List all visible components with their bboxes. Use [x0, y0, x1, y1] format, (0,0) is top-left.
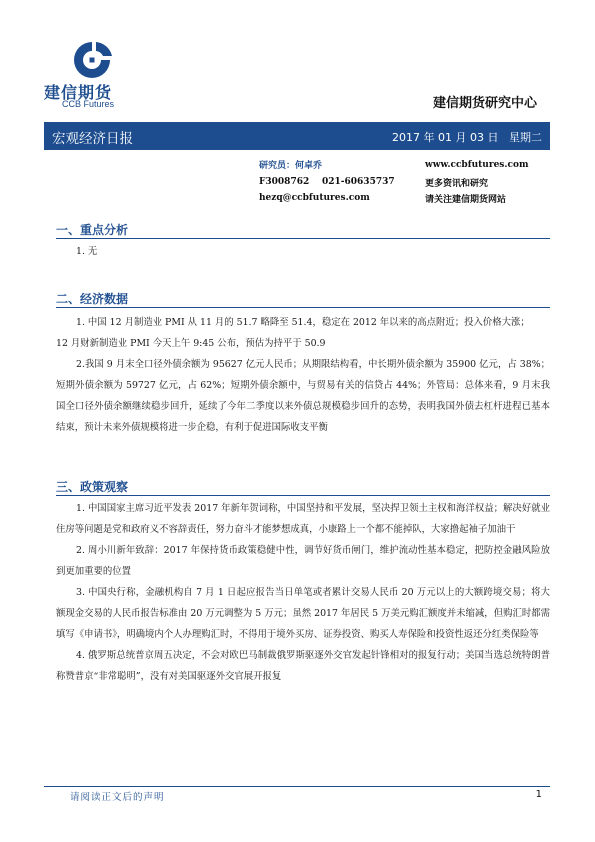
economic-data-body — [56, 312, 550, 438]
report-title: 宏观经济日报 — [52, 131, 133, 147]
section-heading-key-analysis: 一、重点分析 — [56, 223, 129, 237]
company-logo — [52, 40, 132, 80]
report-date-value: 2017 年 01 月 03 日 — [392, 131, 499, 144]
policy-watch-body — [56, 498, 550, 687]
page-number: 1 — [535, 789, 542, 800]
more-research-text: 更多资讯和研究 — [425, 179, 489, 189]
report-date — [392, 129, 542, 145]
paragraph: 2. 周小川新年致辞：2017 年保持货币政策稳健中性，调节好货币闸门，维护流动性基本稳定，把防控金融风险放到更加重要的位置 — [56, 545, 550, 577]
ccb-logo-icon — [70, 40, 114, 80]
report-weekday: 星期二 — [509, 131, 542, 144]
report-banner — [44, 122, 550, 150]
paragraph: 1. 中国国家主席习近平发表 2017 年新年贺词称，中国坚持和平发展，坚决捍卫领土主权和海洋权益；解决好就业住房等问题是党和政府义不容辞责任，努力奋斗才能梦想成真，小康路上一个都不能掉队，大家撸起袖子加油干 — [56, 503, 550, 535]
paragraph: 2.我国 9 月末全口径外债余额为 95627 亿元人民币；从期限结构看，中长期外债余额为 35900 亿元，占 38%；短期外债余额为 59727 亿元，占 62%；短期外债余额中，与贸易有关的信贷占 44%；外管局：总体来看，9 月末我国全口径外债余额继续稳步回升，延续了今年二季度以来外债总规模稳步回升的态势，表明我国外债去杠杆进程已基本结束，预计未来外债规模将进一步企稳，有利于促进国际收支平衡 — [56, 359, 550, 433]
paragraph: 12 月财新制造业 PMI 今天上午 9:45 公布，预估为持平于 50.9 — [56, 338, 326, 349]
disclaimer-notice: 请阅读正文后的声明 — [70, 792, 165, 803]
paragraph: 1. 无 — [76, 246, 98, 257]
section-divider — [56, 238, 550, 239]
section-heading-economic-data: 二、经济数据 — [56, 292, 129, 306]
paragraph: 1. 中国 12 月制造业 PMI 从 11 月的 51.7 略降至 51.4，稳定在 2012 年以来的高点附近；投入价格大涨； — [76, 317, 530, 328]
section-heading-policy-watch: 三、政策观察 — [56, 480, 129, 494]
key-analysis-body — [56, 241, 550, 262]
analyst-email: hezq@ccbfutures.com — [259, 193, 370, 203]
footer-divider — [44, 786, 550, 787]
company-website: www.ccbfutures.com — [425, 160, 529, 170]
research-center-title: 建信期货研究中心 — [432, 96, 537, 111]
section-divider — [56, 307, 550, 308]
paragraph: 4. 俄罗斯总统普京周五决定，不会对欧巴马制裁俄罗斯驱逐外交官发起针锋相对的报复行动；美国当选总统特朗普称赞普京“非常聪明”，没有对美国驱逐外交官展开报复 — [56, 650, 550, 682]
analyst-phone: 021-60635737 — [322, 177, 395, 187]
analyst-license-id: F3008762 — [259, 177, 310, 187]
section-divider — [56, 495, 550, 496]
analyst-name: 研究员：何卓乔 — [259, 161, 323, 171]
paragraph: 3. 中国央行称，金融机构自 7 月 1 日起应报告当日单笔或者累计交易人民币 20 万元以上的大额跨境交易；将大额现金交易的人民币报告标准由 20 万元调整为 5 万元；虽然 2017 年居民 5 万美元购汇额度并未缩减，但购汇时都需填写《申请书》，明确境内个人办理购汇时，不得用于境外买房、证券投资、购买人寿保险和投资性返还分红类保险等 — [56, 587, 550, 640]
brand-name-en: CCB Futures — [62, 99, 115, 109]
follow-website-text: 请关注建信期货网站 — [425, 195, 507, 205]
brand-name-cn: 建信期货 — [44, 83, 113, 102]
